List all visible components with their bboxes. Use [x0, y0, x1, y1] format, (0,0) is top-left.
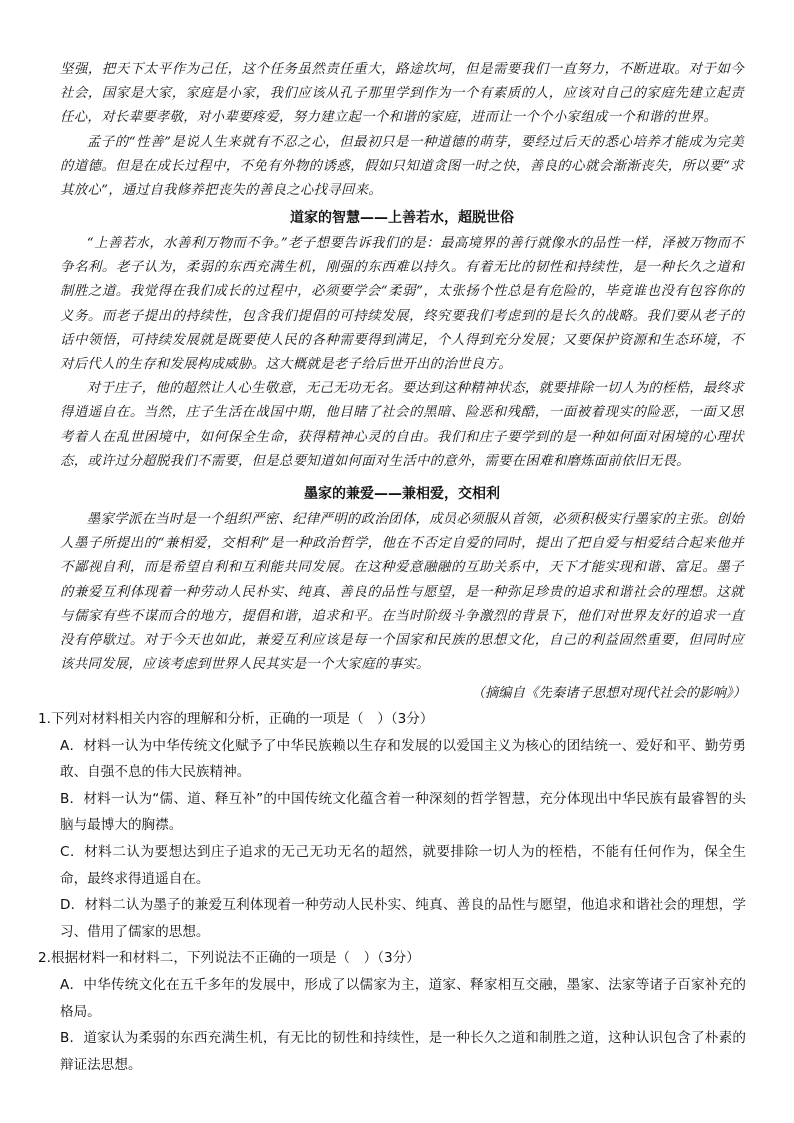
question-stem: 1.下列对材料相关内容的理解和分析，正确的一项是（ ）（3分）	[38, 711, 434, 727]
passage-mohist	[60, 508, 744, 677]
option-a[interactable]: A．材料一认为中华传统文化赋予了中华民族赖以生存和发展的以爱国主义为核心的团结统一、爱好和平、勤劳勇敢、自强不息的伟大民族精神。	[60, 737, 746, 781]
source-citation: （摘编自《先秦诸子思想对现代社会的影响》）	[471, 686, 746, 701]
option-d[interactable]: D．材料二认为墨子的兼爱互利体现着一种劳动人民朴实、纯真、善良的品性与愿望，他追求和谐社会的理想，学习、借用了儒家的思想。	[60, 897, 746, 940]
question-1	[38, 706, 746, 945]
section-heading-mohist: 墨家的兼爱——兼相爱，交相利	[304, 486, 500, 502]
option-a[interactable]: A．中华传统文化在五千多年的发展中，形成了以儒家为主，道家、释家相互交融，墨家、法家等诸子百家补充的格局。	[60, 976, 746, 1020]
option-b[interactable]: B．材料一认为“儒、道、释互补”的中国传统文化蕴含着一种深刻的哲学智慧，充分体现出中华民族有最睿智的头脑与最博大的胸襟。	[60, 790, 746, 834]
passage-paragraph: “上善若水，水善利万物而不争。”老子想要告诉我们的是：最高境界的善行就像水的品性一样，泽被万物而不争名利。老子认为，柔弱的东西充满生机，刚强的东西难以持久。有着无比的韧性和持续性，是一种长久之道和制胜之道。我觉得在我们成长的过程中，必须要学会“柔弱”，太张扬个性总是有危险的，毕竟谁也没有包容你的义务。而老子提出的持续性，包含我们提倡的可持续发展，终究要我们考虑到的是长久的战略。我们要从老子的话中领悟，可持续发展就是既要使人民的各种需要得到满足，个人得到充分发展；又要保护资源和生态环境，不对后代人的生存和发展构成威胁。这大概就是老子给后世开出的治世良方。	[60, 236, 744, 373]
question-stem: 2.根据材料一和材料二，下列说法不正确的一项是（ ）（3分）	[38, 950, 420, 967]
question-2	[38, 945, 746, 1078]
passage-paragraph: 对于庄子，他的超然让人心生敬意，无己无功无名。要达到这种精神状态，就要排除一切人为的桎梏，最终求得逍遥自在。当然，庄子生活在战国中期，他目睹了社会的黑暗、险恶和残酷，一面被着现实的险恶，一面又思考着人在乱世困境中，如何保全生命，获得精神心灵的自由。我们和庄子要学到的是一种如何面对困境的心理状态，或许过分超脱我们不需要，但是总要知道如何面对生活中的意外，需要在困难和磨炼面前依旧无畏。	[60, 381, 744, 469]
passage-daoist	[60, 232, 744, 474]
question-list	[38, 706, 746, 1078]
option-b[interactable]: B．道家认为柔弱的东西充满生机，有无比的韧性和持续性，是一种长久之道和制胜之道，这种认识包含了朴素的辩证法思想。	[60, 1030, 746, 1073]
passage-paragraph: 孟子的“性善”是说人生来就有不忍之心，但最初只是一种道德的萌芽，要经过后天的悉心培养才能成为完美的道德。但是在成长过程中，不免有外物的诱惑，假如只知道贪图一时之快，善良的心就会渐渐丧失，所以要“求其放心”，通过自我修养把丧失的善良之心找寻回来。	[60, 134, 744, 199]
passage-paragraph: 坚强，把天下太平作为己任，这个任务虽然责任重大，路途坎坷，但是需要我们一直努力，不断进取。对于如今社会，国家是大家，家庭是小家，我们应该从孔子那里学到作为一个有素质的人，应该对自己的家庭先建立起责任心，对长辈要孝敬，对小辈要疼爱，努力建立起一个和谐的家庭，进而让一个个小家组成一个和谐的世界。	[60, 62, 744, 126]
passage-top	[60, 58, 744, 203]
section-heading-daoist: 道家的智慧——上善若水，超脱世俗	[290, 210, 514, 226]
option-c[interactable]: C．材料二认为要想达到庄子追求的无己无功无名的超然，就要排除一切人为的桎梏，不能有任何作为，保全生命，最终求得逍遥自在。	[60, 843, 746, 887]
passage-paragraph: 墨家学派在当时是一个组织严密、纪律严明的政治团体，成员必须服从首领，必须积极实行墨家的主张。创始人墨子所提出的“兼相爱，交相利”是一种政治哲学，他在不否定自爱的同时，提出了把自爱与相爱结合起来他并不鄙视自利，而是希望自利和互利能共同发展。在这种爱意融融的互助关系中，天下才能实现和谐、富足。墨子的兼爱互利体现着一种劳动人民朴实、纯真、善良的品性与愿望，是一种弥足珍贵的追求和谐社会的理想。这就与儒家有些不谋而合的地方，提倡和谐，追求和平。在当时阶级斗争激烈的背景下，他们对世界友好的追求一直没有停歇过。对于今天也如此，兼爱互利应该是每一个国家和民族的思想文化，自己的利益固然重要，但同时应该共同发展，应该考虑到世界人民其实是一个大家庭的事实。	[60, 512, 744, 673]
